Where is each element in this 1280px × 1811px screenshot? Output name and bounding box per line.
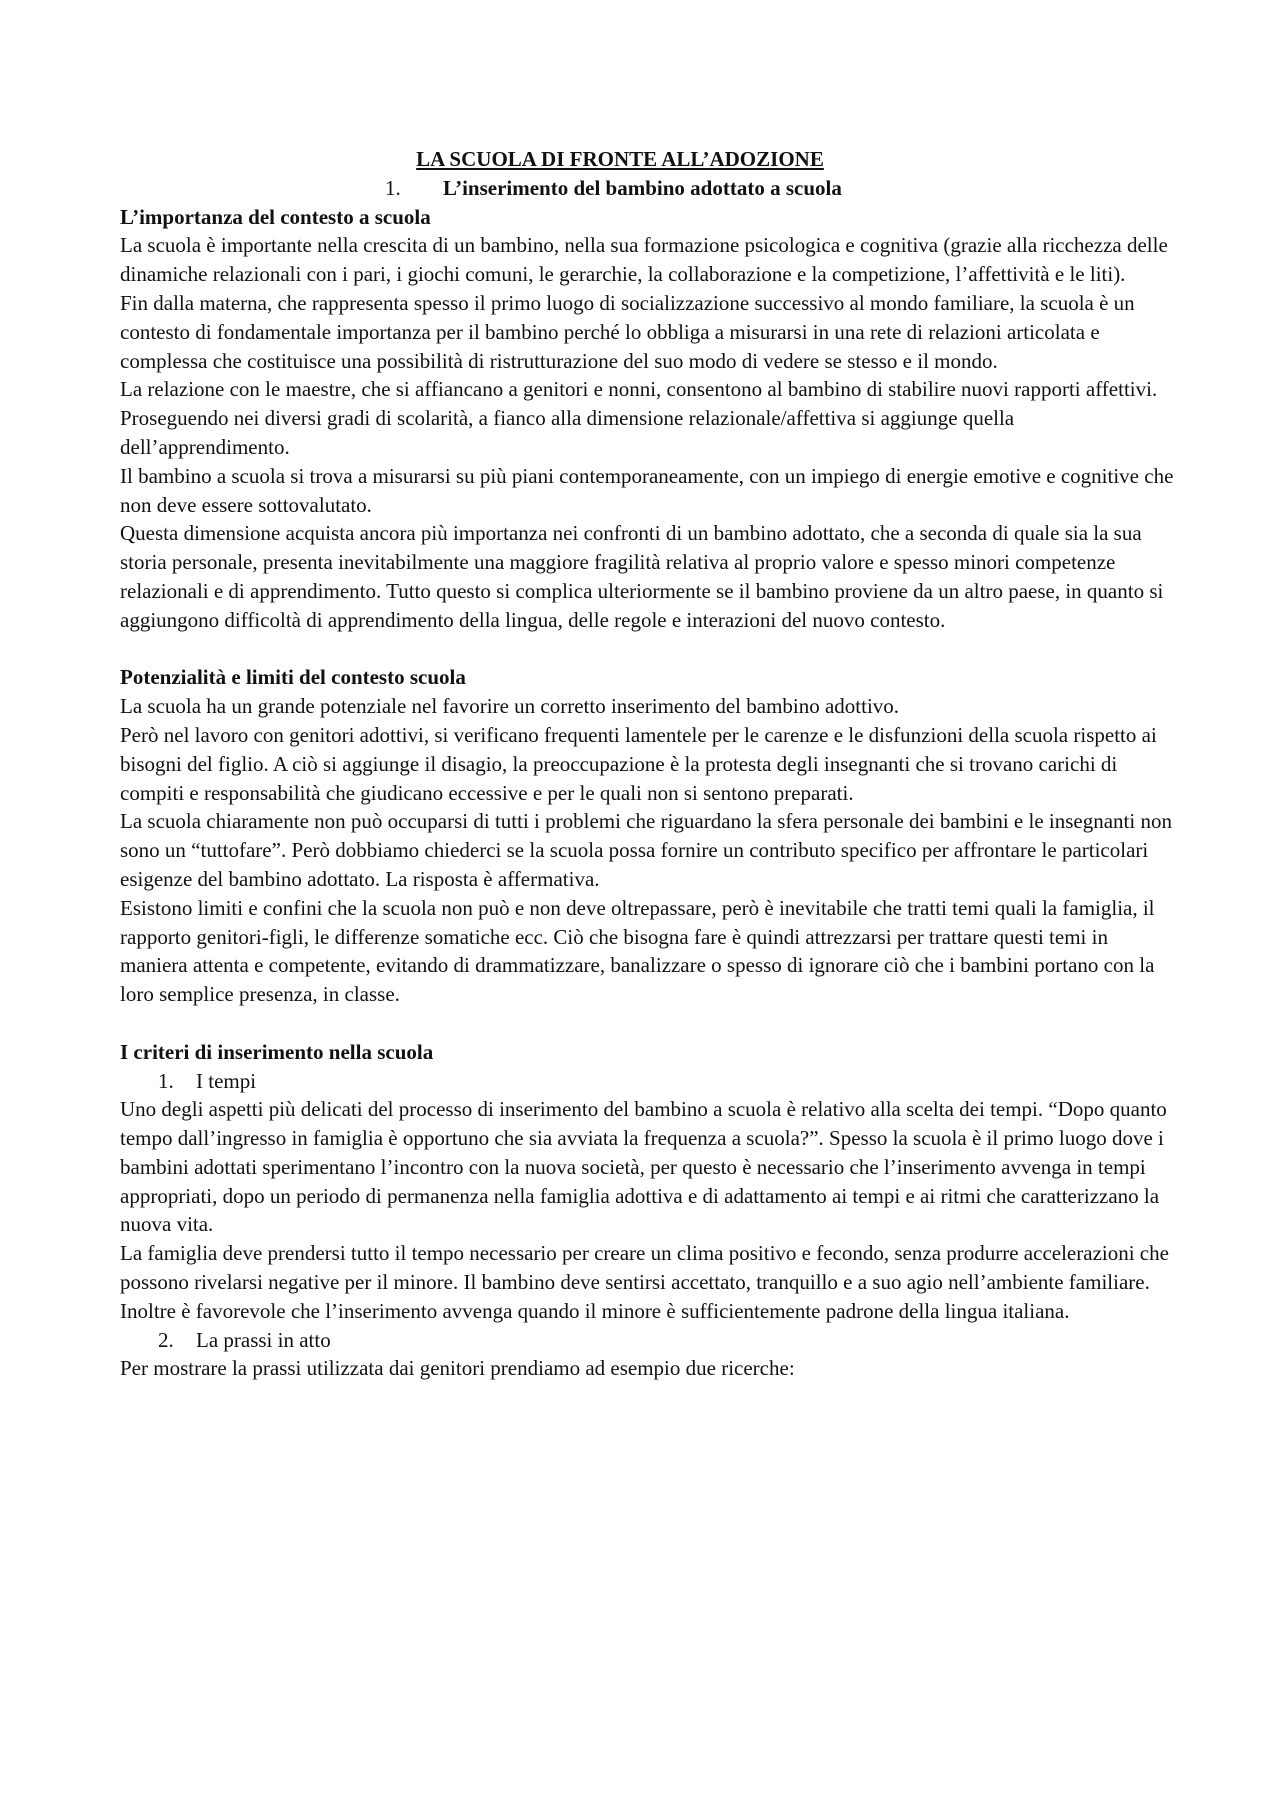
paragraph: Per mostrare la prassi utilizzata dai genitori prendiamo ad esempio due ricerche: [120, 1356, 795, 1381]
paragraph: Proseguendo nei diversi gradi di scolarità, a fianco alla dimensione relazionale/affettiva si aggiunge quella dell’apprendimento. [120, 406, 1015, 459]
paragraph: La scuola chiaramente non può occuparsi di tutti i problemi che riguardano la sfera personale dei bambini e le insegnanti non sono un “tuttofare”. Però dobbiamo chiederci se la scuola possa fornire un contributo specifico per affrontare le particolari esigenze del bambino adottato. La risposta è affermativa. [120, 809, 1172, 891]
list-item [158, 1067, 1180, 1096]
document-body [120, 145, 1180, 1383]
chapter-heading [385, 174, 1180, 203]
document-title: LA SCUOLA DI FRONTE ALL’ADOZIONE [416, 147, 824, 171]
list-item [158, 1326, 1180, 1355]
chapter-number: 1. [385, 175, 401, 200]
paragraph: La scuola è importante nella crescita di un bambino, nella sua formazione psicologica e cognitiva (grazie alla ricchezza delle dinamiche relazionali con i pari, i giochi comuni, le gerarchie, la collaborazione e la competizione, l’affettività e le liti). [120, 233, 1168, 287]
list-number: 2. [158, 1327, 174, 1352]
paragraph: Questa dimensione acquista ancora più importanza nei confronti di un bambino adottato, che a seconda di quale sia la sua storia personale, presenta inevitabilmente una maggiore fragilità relativa al proprio valore e spesso minori competenze relazionali e di apprendimento. Tutto questo si complica ulteriormente se il bambino proviene da un altro paese, in quanto si aggiungono difficoltà di apprendimento della lingua, delle regole e interazioni del nuovo contesto. [120, 521, 1164, 632]
paragraph: Uno degli aspetti più delicati del processo di inserimento del bambino a scuola è relativo alla scelta dei tempi. “Dopo quanto tempo dall’ingresso in famiglia è opportuno che sia avviata la frequenza a scuola?”. Spesso la scuola è il primo luogo dove i bambini adottati sperimentano l’incontro con la nuova società, per questo è necessario che l’inserimento avvenga in tempi appropriati, dopo un periodo di permanenza nella famiglia adottiva e di adattamento ai tempi e ai ritmi che caratterizzano la nuova vita. [120, 1097, 1167, 1237]
paragraph: La famiglia deve prendersi tutto il tempo necessario per creare un clima positivo e fecondo, senza produrre accelerazioni che possono rivelarsi negative per il minore. Il bambino deve sentirsi accettato, tranquillo e a suo agio nell’ambiente familiare. Inoltre è favorevole che l’inserimento avvenga quando il minore è sufficientemente padrone della lingua italiana. [120, 1241, 1169, 1323]
paragraph: Esistono limiti e confini che la scuola non può e non deve oltrepassare, però è inevitabile che tratti temi quali la famiglia, il rapporto genitori-figli, le differenze somatiche ecc. Ciò che bisogna fare è quindi attrezzarsi per trattare questi temi in maniera attenta e competente, evitando di drammatizzare, banalizzare o spesso di ignorare ciò che i bambini portano con la loro semplice presenza, in classe. [120, 895, 1155, 1007]
list-number: 1. [158, 1068, 174, 1093]
spacer [120, 635, 1180, 664]
list-label: La prassi in atto [196, 1327, 331, 1352]
paragraph: Però nel lavoro con genitori adottivi, si verificano frequenti lamentele per le carenze e le disfunzioni della scuola rispetto ai bisogni del figlio. A ciò si aggiunge il disagio, la preoccupazione è la protesta degli insegnanti che si trovano carichi di compiti e responsabilità che giudicano eccessive e per le quali non si sentono preparati. [120, 722, 1157, 805]
paragraph: Il bambino a scuola si trova a misurarsi su più piani contemporaneamente, con un impiego di energie emotive e cognitive che non deve essere sottovalutato. [120, 463, 1174, 517]
chapter-title: L’inserimento del bambino adottato a scuola [443, 175, 842, 200]
paragraph: La scuola ha un grande potenziale nel favorire un corretto inserimento del bambino adottivo. [120, 694, 900, 719]
spacer [120, 1009, 1180, 1038]
section-heading: Potenzialità e limiti del contesto scuola [120, 665, 466, 690]
section-heading: I criteri di inserimento nella scuola [120, 1039, 434, 1064]
list-label: I tempi [196, 1068, 257, 1093]
paragraph: La relazione con le maestre, che si affiancano a genitori e nonni, consentono al bambino di stabilire nuovi rapporti affettivi. [120, 377, 1158, 402]
section-heading: L’importanza del contesto a scuola [120, 204, 431, 229]
paragraph: Fin dalla materna, che rappresenta spesso il primo luogo di socializzazione successivo al mondo familiare, la scuola è un contesto di fondamentale importanza per il bambino perché lo obbliga a misurarsi in una rete di relazioni articolata e complessa che costituisce una possibilità di ristrutturazione del suo modo di vedere se stesso e il mondo. [120, 290, 1135, 373]
